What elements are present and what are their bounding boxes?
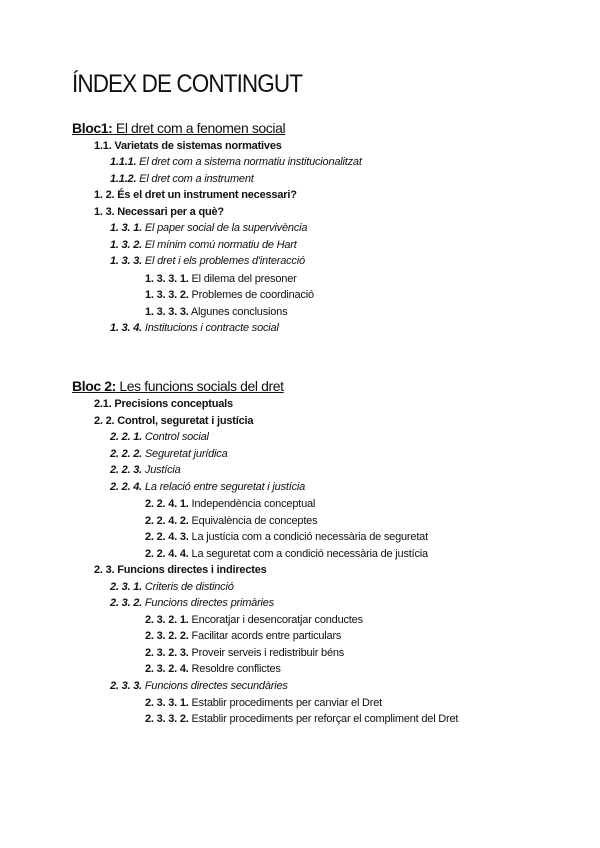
toc-entry [145, 304, 287, 320]
toc-entry-number: 2. 3. 3. [110, 680, 143, 692]
toc-entry-text: La justícia com a condició necessària de seguretat [188, 531, 428, 543]
toc-entry-text: El dret i els problemes d'interacció [142, 255, 305, 267]
toc-entry-number: 2. 2. 4. 1. [145, 498, 189, 510]
toc-entry-number: 2.1. [94, 398, 112, 410]
bloc2-number: Bloc 2: [72, 378, 116, 394]
toc-entry-text: Justícia [142, 464, 181, 476]
toc-entry [110, 595, 274, 611]
toc-entry-number: 1. 3. 3. 2. [145, 289, 189, 301]
toc-entry [94, 204, 224, 220]
toc-entry [110, 429, 209, 445]
toc-entry-number: 1.1.2. [110, 173, 137, 185]
toc-entry [145, 661, 281, 677]
toc-entry [110, 220, 307, 236]
toc-entry-number: 2. 2. 4. 3. [145, 531, 189, 543]
toc-entry-text: La seguretat com a condició necessària de justícia [188, 548, 428, 560]
toc-entry-text: Seguretat jurídica [142, 448, 228, 460]
toc-entry-text: Funcions directes primàries [142, 597, 274, 609]
toc-entry-text: Independència conceptual [188, 498, 316, 510]
toc-entry [145, 513, 317, 529]
toc-entry-text: Equivalència de conceptes [188, 515, 318, 527]
toc-entry-number: 1. 3. 4. [110, 322, 143, 334]
toc-entry [110, 678, 288, 694]
toc-entry [145, 271, 297, 287]
toc-entry [94, 396, 233, 412]
toc-entry-number: 1.1. [94, 140, 112, 152]
toc-entry [110, 479, 305, 495]
toc-entry [145, 711, 458, 727]
toc-entry [145, 695, 382, 711]
toc-entry-text: Control, seguretat i justícia [114, 415, 254, 427]
toc-entry-number: 1. 3. 2. [110, 239, 143, 251]
bloc1-label: El dret com a fenomen social [112, 120, 286, 136]
toc-entry-number: 2. 2. [94, 415, 115, 427]
toc-entry [94, 562, 267, 578]
toc-entry-number: 2. 3. 3. 2. [145, 713, 189, 725]
toc-entry-number: 2. 2. 2. [110, 448, 143, 460]
toc-entry-text: El dret com a sistema normatiu institucionalitzat [136, 156, 362, 168]
bloc2-label: Les funcions socials del dret [115, 378, 284, 394]
toc-entry-text: El mínim comú normatiu de Hart [142, 239, 297, 251]
toc-entry-number: 1.1.1. [110, 156, 137, 168]
toc-entry-text: Encoratjar i desencoratjar conductes [188, 614, 363, 626]
toc-entry [145, 529, 428, 545]
toc-entry-number: 2. 2. 4. [110, 481, 143, 493]
toc-entry-text: Criteris de distinció [142, 581, 234, 593]
toc-entry [145, 612, 363, 628]
toc-entry [145, 496, 315, 512]
toc-entry [110, 154, 362, 170]
toc-entry [110, 237, 297, 253]
toc-entry [110, 462, 181, 478]
toc-entry-number: 2. 3. [94, 564, 115, 576]
toc-entry-number: 1. 3. [94, 206, 115, 218]
toc-entry-text: Facilitar acords entre particulars [188, 630, 342, 642]
toc-entry-number: 2. 3. 3. 1. [145, 697, 189, 709]
toc-entry-number: 1. 3. 3. [110, 255, 143, 267]
toc-entry-number: 2. 3. 2. 3. [145, 647, 189, 659]
toc-entry-number: 2. 2. 3. [110, 464, 143, 476]
toc-entry [145, 287, 314, 303]
toc-entry-number: 1. 3. 3. 1. [145, 273, 189, 285]
page-title: ÍNDEX DE CONTINGUT [72, 70, 303, 98]
toc-entry-text: Institucions i contracte social [142, 322, 279, 334]
toc-entry-number: 2. 2. 4. 2. [145, 515, 189, 527]
toc-entry-number: 2. 3. 1. [110, 581, 143, 593]
toc-entry-text: És el dret un instrument necessari? [114, 189, 297, 201]
toc-entry [94, 138, 282, 154]
toc-entry-text: Precisions conceptuals [111, 398, 233, 410]
toc-entry [94, 187, 297, 203]
toc-entry-number: 2. 2. 4. 4. [145, 548, 189, 560]
toc-entry [145, 546, 428, 562]
toc-entry-text: Control social [142, 431, 209, 443]
toc-entry-number: 1. 3. 1. [110, 222, 143, 234]
toc-entry [110, 171, 254, 187]
toc-entry-text: Establir procediments per reforçar el compliment del Dret [188, 713, 459, 725]
toc-entry-number: 1. 2. [94, 189, 115, 201]
toc-entry-text: La relació entre seguretat i justícia [142, 481, 306, 493]
toc-entry-number: 1. 3. 3. 3. [145, 306, 189, 318]
toc-entry-text: Resoldre conflictes [188, 663, 281, 675]
toc-entry-text: Algunes conclusions [188, 306, 288, 318]
toc-entry-text: Problemes de coordinació [188, 289, 314, 301]
toc-entry [110, 320, 279, 336]
toc-entry [110, 446, 228, 462]
toc-entry-number: 2. 3. 2. 4. [145, 663, 189, 675]
bloc1-heading [72, 119, 285, 137]
toc-entry [110, 579, 234, 595]
toc-entry-text: Necessari per a què? [114, 206, 224, 218]
toc-entry-number: 2. 2. 1. [110, 431, 143, 443]
toc-entry-text: Varietats de sistemas normatives [111, 140, 282, 152]
toc-entry-text: Funcions directes secundàries [142, 680, 288, 692]
toc-entry [94, 413, 253, 429]
toc-entry-text: El dilema del presoner [188, 273, 297, 285]
toc-entry-text: Establir procediments per canviar el Dret [188, 697, 383, 709]
toc-entry [110, 253, 305, 269]
toc-entry-number: 2. 3. 2. [110, 597, 143, 609]
toc-entry-text: El dret com a instrument [136, 173, 254, 185]
toc-entry-text: Proveir serveis i redistribuir béns [188, 647, 345, 659]
toc-entry-number: 2. 3. 2. 1. [145, 614, 189, 626]
toc-entry-text: El paper social de la supervivència [142, 222, 308, 234]
toc-entry [145, 645, 344, 661]
toc-entry-text: Funcions directes i indirectes [114, 564, 267, 576]
toc-entry [145, 628, 341, 644]
bloc2-heading [72, 377, 284, 395]
toc-entry-number: 2. 3. 2. 2. [145, 630, 189, 642]
bloc1-number: Bloc1: [72, 120, 113, 136]
